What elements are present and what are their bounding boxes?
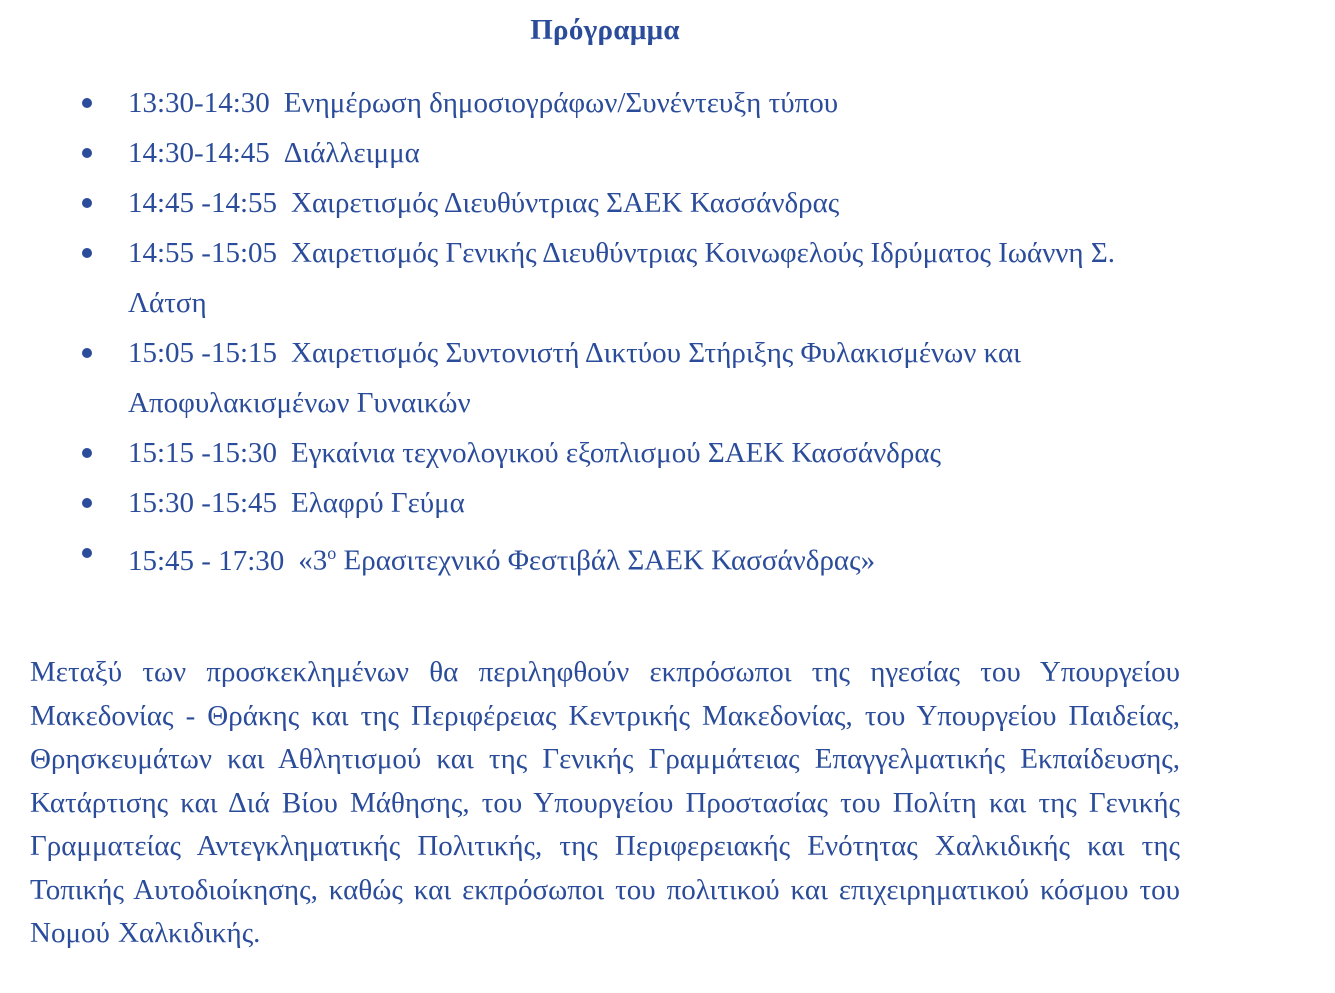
program-time: 15:15 -15:30 <box>128 437 278 469</box>
program-time: 14:55 -15:05 <box>128 237 278 269</box>
bullet-icon <box>82 248 92 258</box>
program-text: Εγκαίνια τεχνολογικού εξοπλισμού ΣΑΕΚ Κασσάνδρας <box>291 437 941 469</box>
program-time: 15:05 -15:15 <box>128 337 278 369</box>
invitees-paragraph: Μεταξύ των προσκεκλημένων θα περιληφθούν εκπρόσωποι της ηγεσίας του Υπουργείου Μακεδονίας - Θράκης και της Περιφέρειας Κεντρικής Μακεδονίας, του Υπουργείου Παιδείας, Θρησκευμάτων και Αθλητισμού και της Γενικής Γραμμάτειας Επαγγελματικής Εκπαίδευσης, Κατάρτισης και Διά Βίου Μάθησης, του Υπουργείου Προστασίας του Πολίτη και της Γενικής Γραμματείας Αντεγκληματικής Πολιτικής, της Περιφερειακής Ενότητας Χαλκιδικής και της Τοπικής Αυτοδιοίκησης, καθώς και εκπρόσωποι του πολιτικού και επιχειρηματικού κόσμου του Νομού Χαλκιδικής. <box>30 656 1180 949</box>
program-item <box>0 128 1210 178</box>
program-time: 14:30-14:45 <box>128 137 270 169</box>
bullet-icon <box>82 198 92 208</box>
program-text: Διάλλειμμα <box>283 137 420 169</box>
program-item <box>0 178 1210 228</box>
program-time: 15:45 - 17:30 <box>128 544 285 577</box>
bullet-icon <box>82 348 92 358</box>
program-text: Χαιρετισμός Συντονιστή Δικτύου Στήριξης Φυλακισμένων και Αποφυλακισμένων Γυναικών <box>128 337 1021 419</box>
bullet-icon <box>82 548 92 558</box>
program-text: Χαιρετισμός Διευθύντριας ΣΑΕΚ Κασσάνδρας <box>291 187 840 219</box>
bullet-icon <box>82 448 92 458</box>
program-text: Ελαφρύ Γεύμα <box>291 487 465 519</box>
program-text-rest: Ερασιτεχνικό Φεστιβάλ ΣΑΕΚ Κασσάνδρας» <box>336 544 876 577</box>
program-item <box>0 478 1210 528</box>
program-item <box>0 528 1210 586</box>
program-text-open: «3 <box>298 544 328 577</box>
program-time: 15:30 -15:45 <box>128 487 278 519</box>
program-item <box>0 228 1128 328</box>
program-list <box>0 78 1210 586</box>
program-time: 13:30-14:30 <box>128 87 270 119</box>
bullet-icon <box>82 498 92 508</box>
program-item <box>0 428 1210 478</box>
bullet-icon <box>82 98 92 108</box>
program-title: Πρόγραμμα <box>530 14 680 46</box>
program-text: Ενημέρωση δημοσιογράφων/Συνέντευξη τύπου <box>283 87 839 119</box>
program-time: 14:45 -14:55 <box>128 187 278 219</box>
program-text: Χαιρετισμός Γενικής Διευθύντριας Κοινωφελούς Ιδρύματος Ιωάννη Σ. Λάτση <box>128 237 1115 319</box>
bullet-icon <box>82 148 92 158</box>
program-item <box>0 78 1210 128</box>
ordinal-superscript: ο <box>327 543 337 563</box>
program-item <box>0 328 1138 428</box>
